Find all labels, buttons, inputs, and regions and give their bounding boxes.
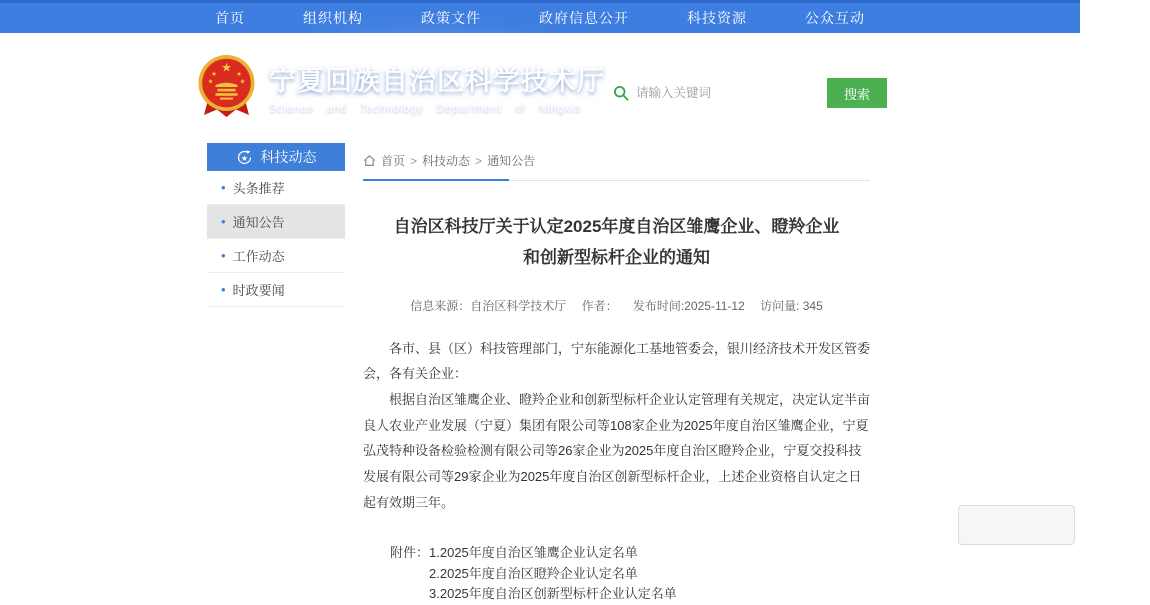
- svg-text:★: ★: [211, 71, 217, 78]
- nav-item-home[interactable]: 首页: [215, 10, 245, 26]
- article-content: [363, 144, 871, 602]
- sidebar-item-label: 通知公告: [232, 215, 285, 230]
- breadcrumb-separator: >: [475, 153, 483, 168]
- current-date: 今天是2025年11月12日 星期三: [605, 53, 769, 67]
- attachments: [363, 543, 870, 605]
- search-icon: [613, 85, 629, 101]
- attachment-link-gazelle-list[interactable]: 2.2025年度自治区瞪羚企业认定名单: [429, 565, 638, 581]
- main-panel: [195, 138, 885, 602]
- sky-background: [0, 33, 1080, 602]
- attachment-link-eagle-list[interactable]: 1.2025年度自治区雏鹰企业认定名单: [429, 545, 638, 561]
- search-input[interactable]: [605, 78, 827, 108]
- link-accessibility[interactable]: 无障碍: [834, 53, 871, 67]
- sidebar-title: 科技动态: [260, 149, 317, 165]
- article-title-line1: 自治区科技厅关于认定2025年度自治区雏鹰企业、瞪羚企业: [393, 217, 840, 236]
- nav-item-tech-resources[interactable]: 科技资源: [687, 10, 747, 26]
- breadcrumb: [363, 144, 870, 181]
- article-title: [363, 211, 870, 274]
- top-navigation: [0, 0, 1080, 33]
- meta-author: 作者：: [581, 298, 618, 313]
- language-links: [769, 51, 917, 68]
- site-header: [195, 33, 917, 138]
- svg-text:★: ★: [221, 60, 232, 75]
- breadcrumb-current: 通知公告: [487, 154, 536, 168]
- sidebar-item-work-updates[interactable]: [207, 239, 345, 273]
- search-button[interactable]: 搜索: [827, 78, 887, 108]
- breadcrumb-home[interactable]: 首页: [381, 154, 406, 168]
- article-title-line2: 和创新型标杆企业的通知: [523, 248, 710, 268]
- article-body: [363, 336, 870, 515]
- site-brand[interactable]: [195, 54, 605, 120]
- article-meta: [363, 297, 870, 314]
- sidebar-header: [207, 143, 345, 171]
- meta-publish-date: 发布时间:2025-11-12: [632, 298, 745, 313]
- nav-item-organization[interactable]: 组织机构: [303, 10, 363, 26]
- sidebar-item-label: 头条推荐: [232, 181, 285, 196]
- breadcrumb-separator: >: [410, 153, 418, 168]
- link-elder-version[interactable]: 长者版: [880, 53, 917, 67]
- attachment-list: [429, 543, 677, 605]
- meta-visit-count: 访问量: 345: [760, 298, 823, 313]
- nav-item-policy-documents[interactable]: 政策文件: [421, 10, 481, 26]
- bullet-icon: •: [221, 248, 226, 263]
- bullet-icon: •: [221, 282, 226, 297]
- attachment-link-benchmark-list[interactable]: 3.2025年度自治区创新型标杆企业认定名单: [429, 586, 677, 602]
- nav-item-government-info[interactable]: 政府信息公开: [539, 10, 629, 26]
- svg-text:★: ★: [239, 78, 246, 86]
- search-bar: [605, 78, 887, 108]
- bullet-icon: •: [221, 214, 226, 229]
- svg-text:★: ★: [236, 71, 242, 78]
- bullet-icon: •: [221, 180, 226, 195]
- nav-item-public-interaction[interactable]: 公众互动: [805, 10, 865, 26]
- meta-source: 信息来源：自治区科学技术厅: [410, 298, 567, 313]
- header-right: [605, 51, 917, 108]
- site-subtitle: Science and Technology Department of Ningxia: [269, 103, 581, 115]
- national-emblem-logo: [195, 54, 258, 120]
- svg-text:★: ★: [207, 78, 214, 86]
- sidebar: [207, 143, 345, 513]
- sidebar-item-headlines[interactable]: [207, 171, 345, 205]
- breadcrumb-tech-news[interactable]: 科技动态: [422, 154, 471, 168]
- svg-text:★: ★: [240, 153, 248, 163]
- home-icon: [363, 154, 376, 167]
- link-traditional-chinese[interactable]: 繁體中文: [775, 53, 824, 67]
- sidebar-menu: [207, 171, 345, 307]
- sidebar-item-label: 工作动态: [232, 249, 285, 264]
- article-paragraph: 根据自治区雏鹰企业、瞪羚企业和创新型标杆企业认定管理有关规定，决定认定半亩良人农业产业发展（宁夏）集团有限公司等108家企业为2025年度自治区雏鹰企业，宁夏弘茂特种设备检验检测有限公司等26家企业为2025年度自治区瞪羚企业，宁夏交投科技发展有限公司等29家企业为2025年度自治区创新型标杆企业，上述企业资格自认定之日起有效期三年。: [363, 392, 871, 510]
- site-title: 宁夏回族自治区科学技术厅: [269, 66, 605, 96]
- sidebar-item-political-news[interactable]: [207, 273, 345, 307]
- brand-text: [269, 59, 605, 115]
- article-paragraph: 各市、县（区）科技管理部门，宁东能源化工基地管委会，银川经济技术开发区管委会，各有关企业：: [363, 340, 871, 382]
- sidebar-item-notices[interactable]: [207, 205, 345, 239]
- attachments-label: 附件：: [390, 545, 430, 561]
- cloud-decoration: [850, 323, 1130, 453]
- tech-news-icon: [236, 149, 253, 166]
- sidebar-item-label: 时政要闻: [232, 283, 285, 298]
- floating-widget[interactable]: [958, 505, 1075, 545]
